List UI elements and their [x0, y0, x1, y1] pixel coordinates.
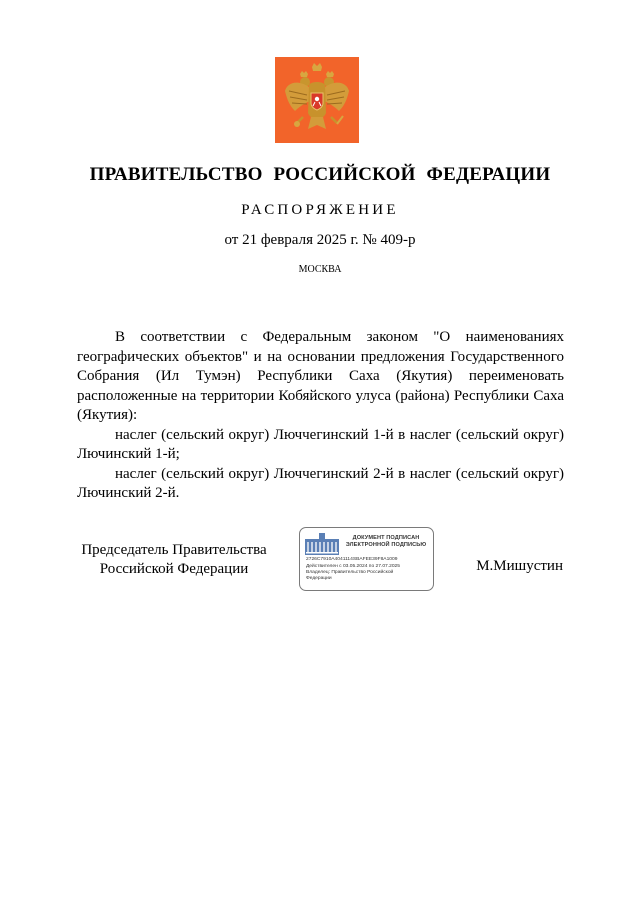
- signatory-position-line: Российской Федерации: [99, 561, 249, 577]
- body-paragraph: В соответствии с Федеральным законом "О наименованиях географических объектов" и на основании предложения Государственного Собрания (Ил Тумэн) Республики Саха (Якутия) переименовать расположенные на территории Кобяйского улуса (района) Республики Саха (Якутия):: [77, 329, 564, 423]
- signatory-name: М.Мишустин: [476, 558, 563, 574]
- double-headed-eagle-icon: [275, 57, 359, 143]
- government-title: ПРАВИТЕЛЬСТВО РОССИЙСКОЙ ФЕДЕРАЦИИ: [89, 164, 551, 185]
- stamp-validity: Действителен с 03.05.2024 по 27.07.2025: [306, 564, 400, 569]
- document-body: [77, 328, 564, 504]
- stamp-title: [340, 535, 432, 550]
- stamp-owner: Федерации: [306, 576, 332, 581]
- stamp-certificate: 2726C7910A4041114SBAFEE39F8A1009: [306, 557, 398, 562]
- body-paragraph: наслег (сельский округ) Люччегинский 1-й в наслег (сельский округ) Лючинский 1-й;: [77, 426, 564, 462]
- coat-of-arms-emblem: [275, 57, 359, 143]
- stamp-title-line: ЭЛЕКТРОННОЙ ПОДПИСЬЮ: [345, 542, 427, 549]
- body-paragraph: наслег (сельский округ) Люччегинский 2-й в наслег (сельский округ) Лючинский 2-й.: [77, 465, 564, 501]
- signatory-position-line: Председатель Правительства: [81, 542, 267, 558]
- document-city: МОСКВА: [298, 264, 342, 275]
- document-type: РАСПОРЯЖЕНИЕ: [241, 202, 399, 218]
- stamp-title-line: ДОКУМЕНТ ПОДПИСАН: [352, 535, 420, 541]
- government-building-icon: [305, 533, 339, 555]
- document-date-number: от 21 февраля 2025 г. № 409-р: [224, 232, 416, 248]
- stamp-owner: Владелец: Правительство Российской: [306, 570, 394, 575]
- electronic-signature-stamp: [299, 527, 434, 591]
- signatory-position: [77, 541, 271, 579]
